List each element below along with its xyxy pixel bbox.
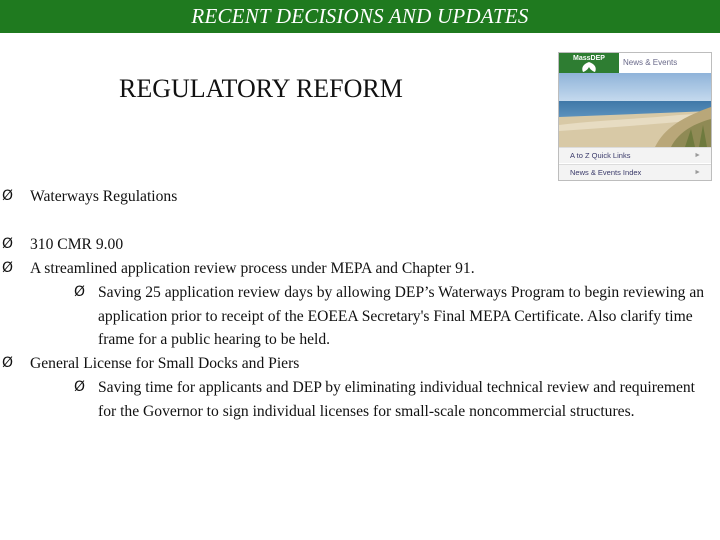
bullet-text: A streamlined application review process under MEPA and Chapter 91. <box>30 260 475 277</box>
arrow-right-icon: ► <box>694 169 701 176</box>
banner-title: RECENT DECISIONS AND UPDATES <box>191 4 529 28</box>
arrow-bullet-icon: Ø <box>2 236 14 252</box>
bullet-text: General License for Small Docks and Piers <box>30 355 300 372</box>
list-item <box>2 257 475 281</box>
news-events-label: News & Events <box>623 58 678 67</box>
bullet-text: Saving time for applicants and DEP by eliminating individual technical review and requirement for the Governor to sign individual licenses for small-scale noncommercial structures. <box>98 379 696 420</box>
list-item <box>74 281 714 352</box>
arrow-bullet-icon: Ø <box>74 284 86 300</box>
logo-text: MassDEP <box>573 55 605 62</box>
news-index-label: News & Events Index <box>570 168 642 177</box>
arrow-bullet-icon: Ø <box>2 355 14 371</box>
a-to-z-label: A to Z Quick Links <box>570 151 631 160</box>
list-item <box>2 185 177 209</box>
bullet-text: Saving 25 application review days by allowing DEP’s Waterways Program to begin reviewing an application prior to receipt of the EOEEA Secretary's Final MEPA Certificate. Also clarify time frame for a public hearing to be held. <box>98 284 705 349</box>
list-item <box>74 376 714 423</box>
bullet-text: Waterways Regulations <box>30 188 178 205</box>
page-subtitle: REGULATORY REFORM <box>119 74 403 103</box>
arrow-right-icon: ► <box>694 152 701 159</box>
arrow-bullet-icon: Ø <box>2 188 14 204</box>
arrow-bullet-icon: Ø <box>74 379 86 395</box>
bullet-text: 310 CMR 9.00 <box>30 236 124 253</box>
list-item <box>2 352 299 376</box>
arrow-bullet-icon: Ø <box>2 260 14 276</box>
list-item <box>2 233 123 257</box>
